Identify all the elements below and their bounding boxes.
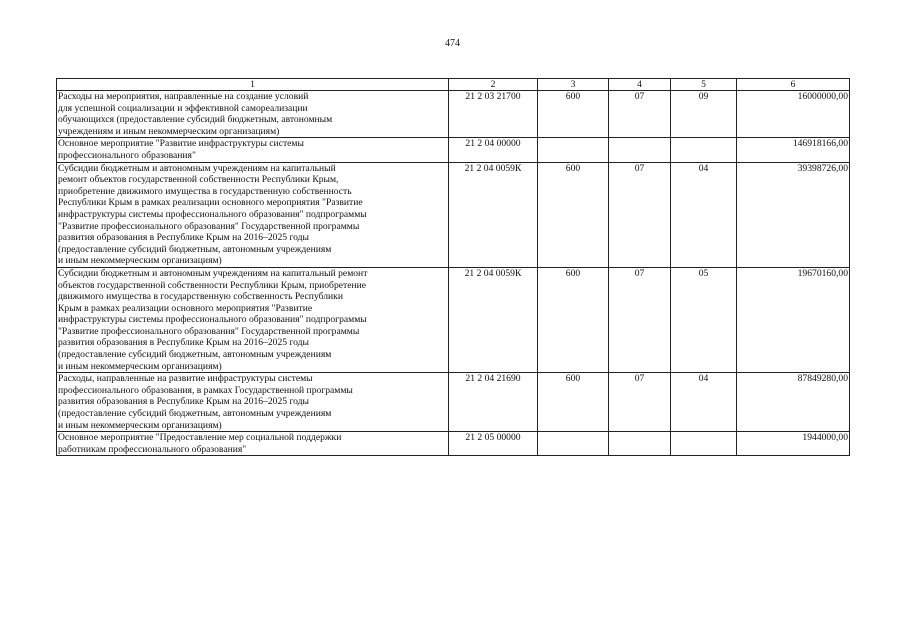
- section-code: [609, 138, 671, 162]
- page-number: 474: [445, 38, 460, 49]
- expense-type-code: 600: [538, 162, 609, 267]
- column-header-5: 5: [671, 79, 737, 91]
- description-line: Основное мероприятие "Предоставление мер социальной поддержки: [58, 432, 342, 444]
- description-line: развития образования в Республике Крым на 2016–2025 годы: [58, 337, 310, 349]
- amount-value: 1944000,00: [737, 432, 850, 456]
- table-row: [57, 432, 850, 456]
- section-code: [609, 432, 671, 456]
- target-article-code: 21 2 04 00000: [449, 138, 538, 162]
- amount-value: 16000000,00: [737, 91, 850, 138]
- column-header-2: 2: [449, 79, 538, 91]
- column-header-4: 4: [609, 79, 671, 91]
- subsection-code: [671, 432, 737, 456]
- row-description: [57, 91, 449, 138]
- description-line: Основное мероприятие "Развитие инфраструктуры системы: [58, 138, 304, 150]
- description-line: Расходы на мероприятия, направленные на создание условий: [58, 91, 309, 102]
- expense-type-code: 600: [538, 373, 609, 432]
- amount-value: 146918166,00: [737, 138, 850, 162]
- description-line: Крым в рамках реализации основного мероприятия "Развитие: [58, 302, 313, 314]
- description-line: инфраструктуры системы профессионального образования" подпрограммы: [58, 208, 367, 220]
- section-code: 07: [609, 91, 671, 138]
- target-article-code: 21 2 04 21690: [449, 373, 538, 432]
- description-line: и иным некоммерческим организациям): [58, 419, 222, 431]
- description-line: и иным некоммерческим организациям): [58, 360, 222, 372]
- column-header-1: 1: [57, 79, 449, 91]
- table-body: [57, 91, 850, 456]
- target-article-code: 21 2 04 0059К: [449, 267, 538, 372]
- description-line: объектов государственной собственности Республики Крым, приобретение: [58, 279, 366, 291]
- expense-type-code: 600: [538, 91, 609, 138]
- description-line: Расходы, направленные на развитие инфраструктуры системы: [58, 373, 313, 385]
- description-line: "Развитие профессионального образования" Государственной программы: [58, 220, 360, 232]
- description-line: (предоставление субсидий бюджетным, автономным учреждениям: [58, 408, 332, 420]
- subsection-code: 04: [671, 162, 737, 267]
- description-line: движимого имущества в государственную собственность Республики: [58, 291, 343, 303]
- amount-value: 87849280,00: [737, 373, 850, 432]
- description-line: обучающихся (предоставление субсидий бюджетным, автономным: [58, 114, 333, 126]
- row-description: [57, 267, 449, 372]
- description-line: и иным некоммерческим организациям): [58, 255, 222, 267]
- table-row: [57, 267, 850, 372]
- description-line: Субсидии бюджетным и автономным учреждениям на капитальный: [58, 162, 336, 174]
- description-line: "Развитие профессионального образования" Государственной программы: [58, 325, 360, 337]
- subsection-code: 05: [671, 267, 737, 372]
- description-line: (предоставление субсидий бюджетным, автономным учреждениям: [58, 349, 332, 361]
- row-description: [57, 138, 449, 162]
- row-description: [57, 432, 449, 456]
- target-article-code: 21 2 03 21700: [449, 91, 538, 138]
- amount-value: 19670160,00: [737, 267, 850, 372]
- section-code: 07: [609, 162, 671, 267]
- description-line: учреждениям и иным некоммерческим организациям): [58, 125, 280, 137]
- section-code: 07: [609, 373, 671, 432]
- description-line: профессионального образования": [58, 149, 196, 161]
- amount-value: 39398726,00: [737, 162, 850, 267]
- column-header-6: 6: [737, 79, 850, 91]
- description-line: (предоставление субсидий бюджетным, автономным учреждениям: [58, 243, 332, 255]
- table-row: [57, 91, 850, 138]
- row-description: [57, 162, 449, 267]
- expense-type-code: [538, 432, 609, 456]
- description-line: профессионального образования, в рамках Государственной программы: [58, 384, 353, 396]
- description-line: Субсидии бюджетным и автономным учреждениям на капитальный ремонт: [58, 267, 368, 279]
- description-line: инфраструктуры системы профессионального образования" подпрограммы: [58, 314, 367, 326]
- table-header-row: [57, 79, 850, 91]
- description-line: развития образования в Республике Крым на 2016–2025 годы: [58, 232, 310, 244]
- subsection-code: [671, 138, 737, 162]
- table-row: [57, 162, 850, 267]
- description-line: ремонт объектов государственной собственности Республики Крым,: [58, 174, 339, 186]
- description-line: работникам профессионального образования": [58, 443, 247, 455]
- description-line: приобретение движимого имущества в государственную собственность: [58, 185, 352, 197]
- expense-type-code: 600: [538, 267, 609, 372]
- description-line: для успешной социализации и эффективной самореализации: [58, 102, 308, 114]
- target-article-code: 21 2 04 0059К: [449, 162, 538, 267]
- description-line: развития образования в Республике Крым на 2016–2025 годы: [58, 396, 310, 408]
- subsection-code: 09: [671, 91, 737, 138]
- target-article-code: 21 2 05 00000: [449, 432, 538, 456]
- section-code: 07: [609, 267, 671, 372]
- table-row: [57, 138, 850, 162]
- table-row: [57, 373, 850, 432]
- row-description: [57, 373, 449, 432]
- subsection-code: 04: [671, 373, 737, 432]
- column-header-3: 3: [538, 79, 609, 91]
- budget-table: [56, 78, 850, 456]
- description-line: Республики Крым в рамках реализации основного мероприятия "Развитие: [58, 197, 363, 209]
- expense-type-code: [538, 138, 609, 162]
